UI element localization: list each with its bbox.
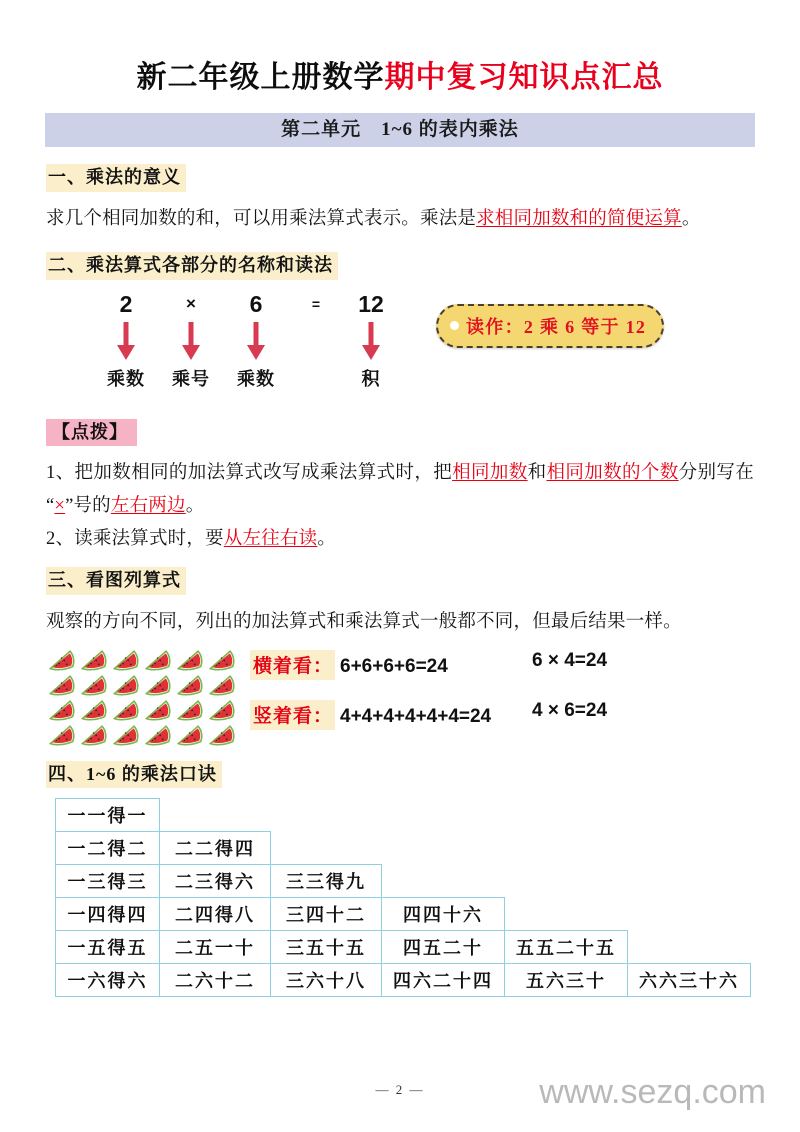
equation-label-factor1: 乘数 (107, 368, 145, 389)
table-cell: 四五二十 (381, 930, 505, 964)
table-cell: 二三得六 (159, 864, 271, 898)
down-arrow-icon (341, 318, 401, 364)
watermelon-icon (206, 648, 238, 673)
watermelon-icon (142, 698, 174, 723)
tips-item-2 (46, 523, 754, 556)
section-picture-heading: 三、看图列算式 (46, 567, 186, 595)
reading-callout (436, 304, 664, 348)
picture-equation-area (46, 648, 754, 750)
tips1-emphasis-2: 相同加数的个数 (546, 463, 679, 484)
watermelon-icon (142, 648, 174, 673)
formula-row-horizontal (250, 650, 754, 700)
section-meaning (46, 164, 754, 235)
tips2-emphasis-1: 从左往右读 (223, 529, 318, 550)
table-cell: 五六三十 (504, 963, 628, 997)
equation-factor1: 2 (119, 290, 133, 317)
formula-multiplication-horizontal: 6 × 4=24 (532, 649, 608, 671)
meaning-text-post: 。 (681, 208, 701, 229)
multiplication-table (56, 799, 754, 997)
down-arrow-icon (226, 318, 286, 364)
watermelon-icon (78, 673, 110, 698)
tips1-text-4: ”号的 (65, 496, 111, 517)
equation-part-factor2 (226, 290, 286, 391)
watermelon-icon (206, 673, 238, 698)
equation-factor2: 6 (249, 290, 263, 317)
equation-part-product (341, 290, 401, 391)
watermelon-icon (78, 698, 110, 723)
formula-column (238, 648, 754, 750)
meaning-text-pre: 求几个相同加数的和，可以用乘法算式表示。乘法是 (46, 208, 477, 229)
watermelon-icon (46, 723, 78, 748)
bullet-dot-icon (450, 321, 459, 330)
equation-part-equals (286, 290, 346, 318)
tips1-emphasis-1: 相同加数 (452, 463, 528, 484)
table-cell: 一六得六 (55, 963, 160, 997)
table-row (56, 931, 754, 964)
table-cell: 五五二十五 (504, 930, 628, 964)
watermelon-icon (206, 723, 238, 748)
watermelon-icon (110, 648, 142, 673)
table-cell: 二二得四 (159, 831, 271, 865)
section-table-heading: 四、1~6 的乘法口诀 (46, 761, 222, 789)
equation-part-factor1 (96, 290, 156, 391)
page-title (0, 52, 800, 96)
tips1-text-5: 。 (185, 496, 205, 517)
picture-intro: 观察的方向不同，列出的加法算式和乘法算式一般都不同，但最后结果一样。 (46, 611, 682, 632)
table-cell: 二五一十 (159, 930, 271, 964)
section-tips-heading: 【点拨】 (46, 419, 137, 447)
watermelon-icon (174, 698, 206, 723)
watermelon-icon (78, 723, 110, 748)
watermark: www.sezq.com (539, 1073, 766, 1111)
table-cell: 三六十八 (270, 963, 382, 997)
tips1-text-1: 1、把加数相同的加法算式改写成乘法算式时，把 (46, 463, 453, 484)
section-names (46, 252, 754, 408)
formula-tag-vertical: 竖着看： (250, 700, 335, 730)
watermelon-icon (142, 723, 174, 748)
equation-label-times: 乘号 (172, 368, 210, 389)
equation-part-times (161, 290, 221, 391)
watermelon-icon (174, 673, 206, 698)
tips1-text-2: 和 (527, 463, 547, 484)
watermelon-icon (110, 698, 142, 723)
table-cell: 六六三十六 (627, 963, 751, 997)
table-cell: 一二得二 (55, 831, 160, 865)
down-arrow-icon (96, 318, 156, 364)
formula-row-vertical (250, 700, 754, 750)
table-row (56, 832, 754, 865)
section-multiplication-table (46, 761, 754, 998)
table-cell: 三五十五 (270, 930, 382, 964)
formula-tag-horizontal: 横着看： (250, 650, 335, 680)
watermelon-icon (174, 648, 206, 673)
table-cell: 二四得八 (159, 897, 271, 931)
page-title-black: 新二年级上册数学 (136, 61, 385, 94)
section-meaning-heading: 一、乘法的意义 (46, 164, 186, 192)
reading-callout-text: 读作：2 乘 6 等于 12 (466, 316, 647, 337)
unit-band: 第二单元 1~6 的表内乘法 (45, 113, 755, 147)
tips-item-1 (46, 457, 754, 523)
section-names-heading: 二、乘法算式各部分的名称和读法 (46, 252, 338, 280)
formula-addition-horizontal: 6+6+6+6=24 (340, 655, 448, 677)
table-cell: 三三得九 (270, 864, 382, 898)
meaning-text-emphasis: 求相同加数和的简便运算 (476, 208, 682, 229)
equation-equals-sign: = (311, 295, 321, 312)
table-row (56, 865, 754, 898)
section-picture-equations (46, 567, 754, 749)
watermelon-icon (142, 673, 174, 698)
tips1-text-3: 分别写在“ (46, 463, 754, 517)
watermelon-icon (110, 673, 142, 698)
watermelon-icon (46, 698, 78, 723)
equation-label-product: 积 (361, 368, 381, 389)
tips2-text-2: 。 (317, 529, 336, 550)
page-number: — 2 — (375, 1082, 425, 1097)
page-title-red: 期中复习知识点汇总 (384, 61, 664, 94)
equation-product: 12 (358, 290, 384, 317)
watermelon-icon (78, 648, 110, 673)
table-row (56, 964, 754, 997)
table-row (56, 898, 754, 931)
down-arrow-icon (161, 318, 221, 364)
watermelon-icon (46, 673, 78, 698)
equation-diagram (46, 290, 754, 408)
tips1-emphasis-4: 左右两边 (110, 496, 186, 517)
table-cell: 一五得五 (55, 930, 160, 964)
table-cell: 四六二十四 (381, 963, 505, 997)
equation-label-factor2: 乘数 (237, 368, 275, 389)
document-content (0, 147, 800, 997)
table-cell: 一四得四 (55, 897, 160, 931)
formula-multiplication-vertical: 4 × 6=24 (532, 699, 608, 721)
watermelon-icon (46, 648, 78, 673)
section-tips (46, 419, 754, 556)
watermelon-grid (46, 648, 238, 748)
table-cell: 一一得一 (55, 798, 160, 832)
watermelon-icon (206, 698, 238, 723)
equation-times-sign: × (186, 293, 196, 313)
table-cell: 三四十二 (270, 897, 382, 931)
section-meaning-body (46, 203, 754, 236)
watermelon-icon (174, 723, 206, 748)
table-row (56, 799, 754, 832)
table-cell: 二六十二 (159, 963, 271, 997)
watermelon-icon (110, 723, 142, 748)
tips2-text-1: 2、读乘法算式时，要 (46, 529, 224, 550)
table-cell: 四四十六 (381, 897, 505, 931)
table-cell: 一三得三 (55, 864, 160, 898)
tips1-emphasis-3: × (54, 496, 66, 517)
formula-addition-vertical: 4+4+4+4+4+4=24 (340, 705, 492, 727)
